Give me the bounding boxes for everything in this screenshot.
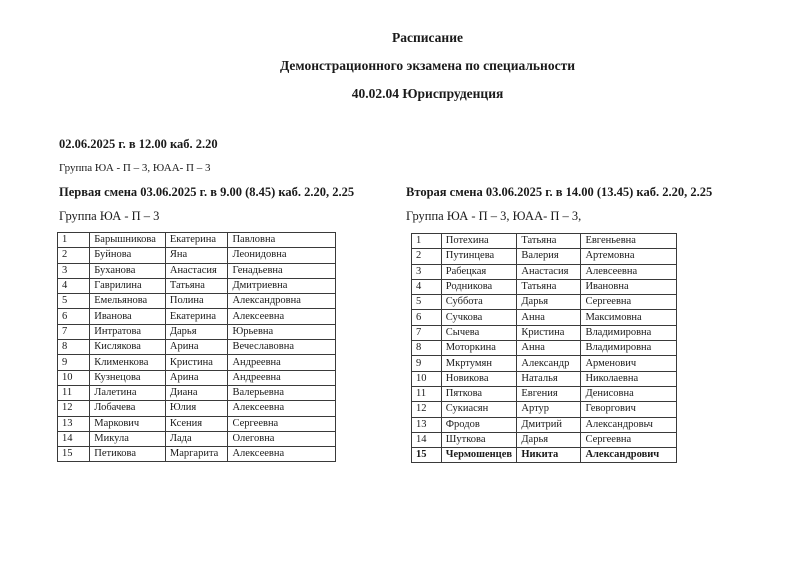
shift2-title: Вторая смена 03.06.2025 г. в 14.00 (13.45) каб. 2.20, 2.25 bbox=[406, 185, 713, 199]
shift2-cell-first-name: Евгения bbox=[517, 386, 581, 401]
shift2-cell-patronymic: Денисовна bbox=[581, 386, 677, 401]
shift2-row bbox=[412, 386, 677, 401]
shift2-cell-number: 9 bbox=[412, 356, 442, 371]
shift2-cell-patronymic: Алевсеевна bbox=[581, 264, 677, 279]
specialty-title: 40.02.04 Юриспруденция bbox=[351, 86, 504, 101]
shift1-cell-patronymic: Андреевна bbox=[228, 355, 336, 370]
shift2-cell-number: 7 bbox=[412, 325, 442, 340]
shift1-cell-patronymic: Павловна bbox=[228, 233, 336, 248]
first-day-group-line: Группа ЮА - П – 3, ЮАА- П – 3 bbox=[59, 162, 211, 174]
shift1-cell-surname: Гаврилина bbox=[90, 278, 166, 293]
shift1-cell-surname: Барышникова bbox=[90, 233, 166, 248]
shift1-cell-number: 8 bbox=[58, 340, 90, 355]
shift1-cell-surname: Буйнова bbox=[90, 248, 166, 263]
doc-title: Расписание bbox=[391, 30, 463, 45]
shift2-cell-patronymic: Александрович bbox=[581, 448, 677, 463]
shift2-group: Группа ЮА - П – 3, ЮАА- П – 3, bbox=[406, 209, 582, 223]
shift1-cell-first-name: Маргарита bbox=[165, 447, 228, 462]
shift2-row bbox=[412, 402, 677, 417]
shift2-cell-surname: Мкртумян bbox=[441, 356, 517, 371]
shift1-cell-patronymic: Олеговна bbox=[228, 431, 336, 446]
shift1-cell-first-name: Юлия bbox=[165, 401, 228, 416]
shift2-cell-patronymic: Сергеевна bbox=[581, 295, 677, 310]
shift2-cell-first-name: Анастасия bbox=[517, 264, 581, 279]
shift2-row bbox=[412, 371, 677, 386]
shift1-cell-surname: Петикова bbox=[90, 447, 166, 462]
shift1-cell-number: 13 bbox=[58, 416, 90, 431]
shift2-row bbox=[412, 234, 677, 249]
shift2-cell-first-name: Дарья bbox=[517, 432, 581, 447]
shift1-cell-number: 4 bbox=[58, 278, 90, 293]
shift1-row bbox=[58, 416, 336, 431]
shift1-row bbox=[58, 248, 336, 263]
first-day-date-line: 02.06.2025 г. в 12.00 каб. 2.20 bbox=[59, 137, 218, 151]
shift2-cell-patronymic: Геворгович bbox=[581, 402, 677, 417]
shift1-cell-patronymic: Андреевна bbox=[228, 370, 336, 385]
shift1-table bbox=[57, 232, 336, 462]
shift2-cell-surname: Рабецкая bbox=[441, 264, 517, 279]
shift1-row bbox=[58, 278, 336, 293]
shift2-cell-number: 8 bbox=[412, 341, 442, 356]
shift1-cell-patronymic: Алексеевна bbox=[228, 309, 336, 324]
shift1-row bbox=[58, 355, 336, 370]
shift2-cell-surname: Сукиасян bbox=[441, 402, 517, 417]
shift1-row bbox=[58, 233, 336, 248]
shift1-cell-first-name: Арина bbox=[165, 340, 228, 355]
shift2-cell-number: 13 bbox=[412, 417, 442, 432]
shift2-cell-first-name: Анна bbox=[517, 341, 581, 356]
shift2-cell-patronymic: Александровьч bbox=[581, 417, 677, 432]
shift2-cell-number: 11 bbox=[412, 386, 442, 401]
shift1-cell-surname: Лобачева bbox=[90, 401, 166, 416]
shift2-row bbox=[412, 310, 677, 325]
shift2-cell-first-name: Наталья bbox=[517, 371, 581, 386]
shift1-cell-patronymic: Леонидовна bbox=[228, 248, 336, 263]
shift1-row bbox=[58, 370, 336, 385]
shift1-cell-patronymic: Юрьевна bbox=[228, 324, 336, 339]
shift1-cell-first-name: Лада bbox=[165, 431, 228, 446]
shift1-cell-patronymic: Алексеевна bbox=[228, 447, 336, 462]
shift2-row bbox=[412, 279, 677, 294]
shift2-cell-first-name: Дарья bbox=[517, 295, 581, 310]
shift1-cell-surname: Клименкова bbox=[90, 355, 166, 370]
shift2-row bbox=[412, 356, 677, 371]
shift2-cell-patronymic: Ивановна bbox=[581, 279, 677, 294]
shift1-row bbox=[58, 447, 336, 462]
shift2-row bbox=[412, 325, 677, 340]
shift2-cell-first-name: Никита bbox=[517, 448, 581, 463]
shift1-cell-number: 3 bbox=[58, 263, 90, 278]
shift1-row bbox=[58, 401, 336, 416]
shift2-cell-number: 10 bbox=[412, 371, 442, 386]
shift2-row bbox=[412, 432, 677, 447]
shift2-cell-surname: Чермошенцев bbox=[441, 448, 517, 463]
shift2-cell-number: 15 bbox=[412, 448, 442, 463]
shift2-row bbox=[412, 295, 677, 310]
shift2-row bbox=[412, 417, 677, 432]
shift2-cell-number: 6 bbox=[412, 310, 442, 325]
shift2-row bbox=[412, 341, 677, 356]
doc-subtitle: Демонстрационного экзамена по специальности bbox=[279, 58, 575, 73]
shift1-cell-patronymic: Сергеевна bbox=[228, 416, 336, 431]
shift2-cell-patronymic: Сергеевна bbox=[581, 432, 677, 447]
shift2-cell-first-name: Анна bbox=[517, 310, 581, 325]
shift2-cell-patronymic: Николаевна bbox=[581, 371, 677, 386]
shift1-cell-first-name: Полина bbox=[165, 294, 228, 309]
shift1-cell-surname: Кислякова bbox=[90, 340, 166, 355]
shift1-cell-first-name: Арина bbox=[165, 370, 228, 385]
shift2-cell-first-name: Кристина bbox=[517, 325, 581, 340]
shift1-cell-patronymic: Алексеевна bbox=[228, 401, 336, 416]
shift1-cell-first-name: Яна bbox=[165, 248, 228, 263]
shift1-cell-surname: Кузнецова bbox=[90, 370, 166, 385]
shift1-row bbox=[58, 294, 336, 309]
shift2-cell-surname: Сучкова bbox=[441, 310, 517, 325]
shift1-row bbox=[58, 263, 336, 278]
shift2-cell-first-name: Александр bbox=[517, 356, 581, 371]
shift1-cell-first-name: Дарья bbox=[165, 324, 228, 339]
shift1-cell-patronymic: Генадьевна bbox=[228, 263, 336, 278]
shift2-cell-number: 2 bbox=[412, 249, 442, 264]
shift2-cell-number: 12 bbox=[412, 402, 442, 417]
shift1-cell-number: 2 bbox=[58, 248, 90, 263]
shift1-cell-surname: Маркович bbox=[90, 416, 166, 431]
shift2-cell-number: 4 bbox=[412, 279, 442, 294]
shift1-row bbox=[58, 324, 336, 339]
shift2-cell-surname: Путинцева bbox=[441, 249, 517, 264]
shift2-cell-surname: Фродов bbox=[441, 417, 517, 432]
shift2-cell-surname: Новикова bbox=[441, 371, 517, 386]
shift2-cell-number: 14 bbox=[412, 432, 442, 447]
shift1-cell-patronymic: Дмитриевна bbox=[228, 278, 336, 293]
shift2-cell-surname: Шуткова bbox=[441, 432, 517, 447]
shift2-cell-first-name: Дмитрий bbox=[517, 417, 581, 432]
shift2-cell-first-name: Артур bbox=[517, 402, 581, 417]
shift1-cell-first-name: Екатерина bbox=[165, 309, 228, 324]
shift1-row bbox=[58, 385, 336, 400]
shift1-cell-number: 6 bbox=[58, 309, 90, 324]
shift1-cell-patronymic: Александровна bbox=[228, 294, 336, 309]
shift1-cell-first-name: Екатерина bbox=[165, 233, 228, 248]
shift2-cell-patronymic: Максимовна bbox=[581, 310, 677, 325]
shift1-title: Первая смена 03.06.2025 г. в 9.00 (8.45) каб. 2.20, 2.25 bbox=[59, 185, 355, 199]
shift1-cell-patronymic: Вечеславовна bbox=[228, 340, 336, 355]
shift1-group: Группа ЮА - П – 3 bbox=[59, 209, 160, 223]
shift2-cell-first-name: Татьяна bbox=[517, 279, 581, 294]
shift1-cell-number: 10 bbox=[58, 370, 90, 385]
shift2-cell-surname: Моторкина bbox=[441, 341, 517, 356]
shift1-cell-first-name: Анастасия bbox=[165, 263, 228, 278]
shift1-row bbox=[58, 431, 336, 446]
shift1-cell-first-name: Диана bbox=[165, 385, 228, 400]
shift2-cell-surname: Потехина bbox=[441, 234, 517, 249]
shift1-cell-surname: Лалетина bbox=[90, 385, 166, 400]
shift1-row bbox=[58, 340, 336, 355]
shift2-cell-patronymic: Владимировна bbox=[581, 341, 677, 356]
shift1-cell-surname: Интратова bbox=[90, 324, 166, 339]
shift2-cell-number: 3 bbox=[412, 264, 442, 279]
shift1-cell-number: 15 bbox=[58, 447, 90, 462]
shift2-row bbox=[412, 249, 677, 264]
shift2-cell-surname: Пяткова bbox=[441, 386, 517, 401]
shift1-cell-surname: Микула bbox=[90, 431, 166, 446]
shift2-cell-patronymic: Арменович bbox=[581, 356, 677, 371]
shift2-cell-number: 1 bbox=[412, 234, 442, 249]
shift2-cell-patronymic: Артемовна bbox=[581, 249, 677, 264]
shift2-cell-surname: Суббота bbox=[441, 295, 517, 310]
shift1-cell-number: 12 bbox=[58, 401, 90, 416]
shift1-cell-surname: Иванова bbox=[90, 309, 166, 324]
shift2-cell-surname: Родникова bbox=[441, 279, 517, 294]
shift1-cell-number: 5 bbox=[58, 294, 90, 309]
shift2-cell-number: 5 bbox=[412, 295, 442, 310]
shift2-cell-first-name: Татьяна bbox=[517, 234, 581, 249]
shift1-cell-first-name: Ксения bbox=[165, 416, 228, 431]
shift1-cell-first-name: Кристина bbox=[165, 355, 228, 370]
shift2-cell-surname: Сычева bbox=[441, 325, 517, 340]
shift1-cell-number: 1 bbox=[58, 233, 90, 248]
shift1-row bbox=[58, 309, 336, 324]
shift1-cell-surname: Буханова bbox=[90, 263, 166, 278]
shift2-row bbox=[412, 264, 677, 279]
shift2-cell-first-name: Валерия bbox=[517, 249, 581, 264]
shift1-cell-number: 7 bbox=[58, 324, 90, 339]
shift2-table bbox=[411, 233, 677, 463]
shift1-cell-number: 9 bbox=[58, 355, 90, 370]
shift2-row bbox=[412, 448, 677, 463]
shift1-cell-surname: Емельянова bbox=[90, 294, 166, 309]
shift1-cell-patronymic: Валерьевна bbox=[228, 385, 336, 400]
shift1-cell-number: 14 bbox=[58, 431, 90, 446]
shift1-cell-number: 11 bbox=[58, 385, 90, 400]
shift2-cell-patronymic: Владимировна bbox=[581, 325, 677, 340]
shift2-cell-patronymic: Евгеньевна bbox=[581, 234, 677, 249]
shift1-cell-first-name: Татьяна bbox=[165, 278, 228, 293]
